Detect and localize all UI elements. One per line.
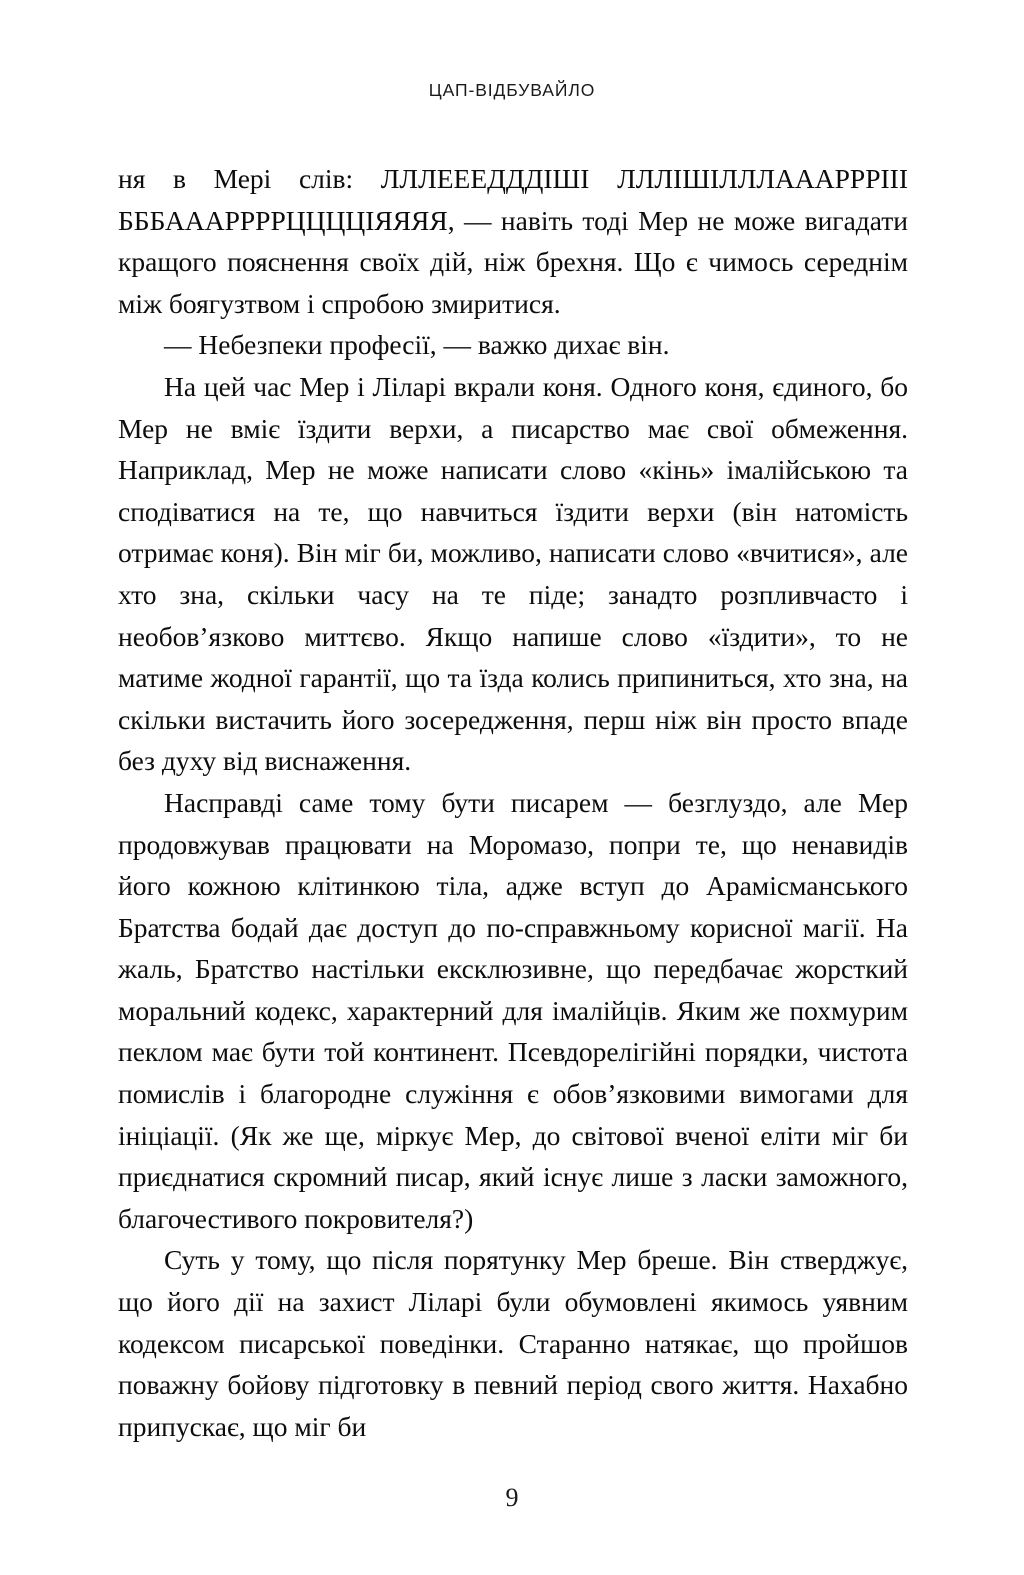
paragraph-2: — Небезпеки професії, — важко дихає він.: [164, 329, 670, 361]
paragraph-1-lead: ня в Мері слів:: [118, 163, 381, 194]
paragraph-1: [118, 158, 908, 324]
paragraph-1-tail: , — навіть тоді Мер не може вигадати кращого пояснення своїх дій, ніж брехня. Що є чимось середнім між боягузтвом і спробою змиритися.: [118, 204, 908, 319]
body-text-block: [118, 158, 908, 1447]
page-number: 9: [505, 1483, 519, 1512]
paragraph-5: Суть у тому, що після порятунку Мер бреше. Він стверджує, що його дії на захист Ліларі були обумовлені якимось уявним кодексом писарської поведінки. Старанно натякає, що пройшов поважну бойову підготовку в певний період свого життя. Нахабно припускає, що міг би: [118, 1244, 908, 1442]
paragraph-3: На цей час Мер і Ліларі вкрали коня. Одного коня, єдиного, бо Мер не вміє їздити верхи, а писарство має свої обмеження. Наприклад, Мер не може написати слово «кінь» імалійською та сподіватися на те, що навчиться їздити верхи (він натомість отримає коня). Він міг би, можливо, написати слово «вчитися», але хто зна, скільки часу на те піде; занадто розпливчасто і необов’язково миттєво. Якщо напише слово «їздити», то не матиме жодної гарантії, що та їзда колись припиниться, хто зна, на скільки вистачить його зосередження, перш ніж він просто впаде без духу від виснаження.: [118, 370, 908, 777]
paragraph-4: Насправді саме тому бути писарем — безглуздо, але Мер продовжував працювати на Моромазо, попри те, що ненавидів його кожною клітинкою тіла, адже вступ до Арамісманського Братства бодай дає доступ до по-справжньому корисної магії. На жаль, Братство настільки ексклюзивне, що передбачає жорсткий моральний кодекс, характерний для імалійців. Яким же похмурим пеклом має бути той континент. Псевдорелігійні порядки, чистота помислів і благородне служіння є обов’язковими вимогами для ініціації. (Як же ще, міркує Мер, до світової вченої еліти міг би приєднатися скромний писар, який існує лише з ласки заможного, благочестивого покровителя?): [118, 786, 908, 1234]
paragraph-1-shout: ЛЛЛЕЕЕДДДІШІ ЛЛЛІШІЛЛЛАААРРРІІІ БББАААРРРРЦЦЦЦІЯЯЯЯ: [118, 163, 908, 236]
running-head: ЦАП-ВІДБУВАЙЛО: [428, 80, 596, 100]
